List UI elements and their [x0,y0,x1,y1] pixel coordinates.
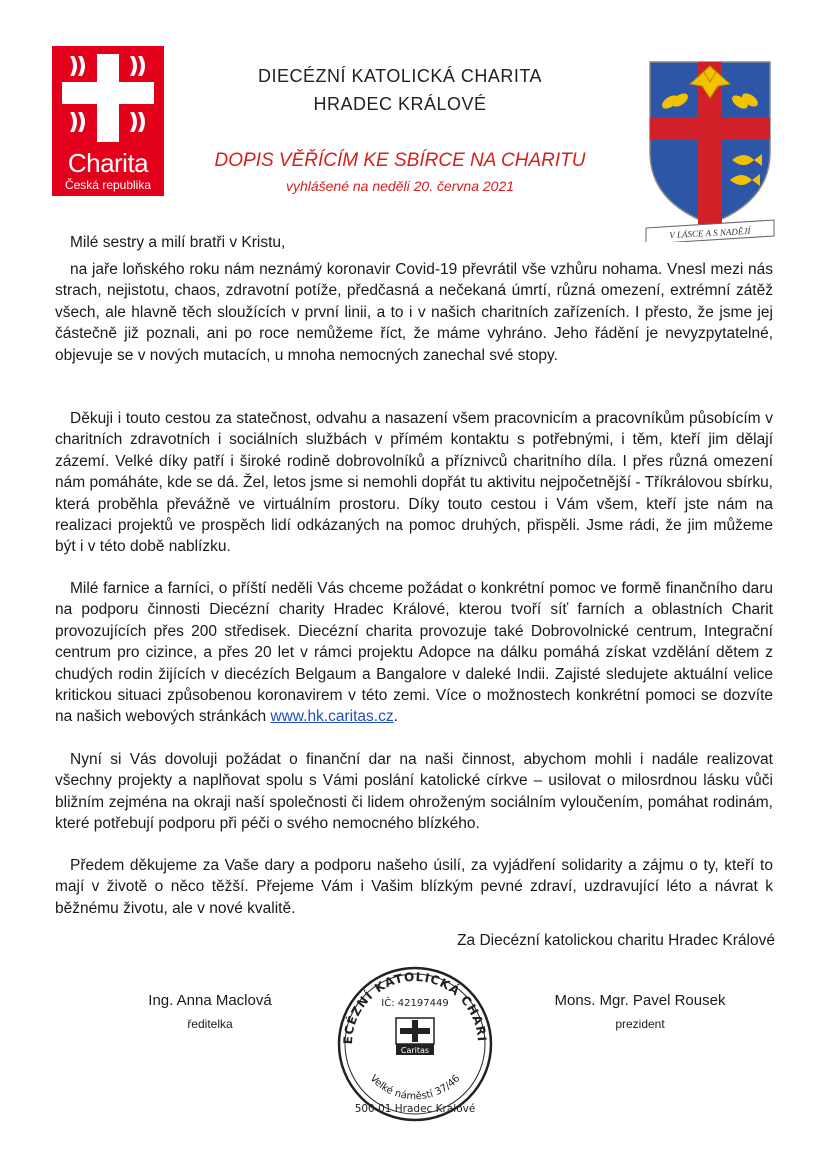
salutation: Milé sestry a milí bratři v Kristu, [70,234,286,251]
paragraph-1: na jaře loňského roku nám neznámý koronavir Covid-19 převrátil vše vzhůru nohama. Vnesl mezi nás strach, nejistotu, chaos, zdravotní potíže, předčasná a nečekaná úmrtí, různá omezení, extrémní zátěž všech, ale hlavně těch sloužících v první linii, a to i v našich charitních zařízeních. I přesto, že jsme jej částečně již poznali, ani po roce nemůžeme říct, že máme vyhráno. Jeho řádění je nevyzpytatelné, objevuje se v nových mutacích, u mnoha nemocných zanechal své stopy. [55,261,773,364]
stamp-badge-text: Caritas [400,1046,430,1055]
paragraph-3-end: . [393,708,398,726]
logo-country: Česká republika [64,178,152,192]
website-link[interactable]: www.hk.caritas.cz [270,708,394,726]
stamp-address2: 500 01 Hradec Králové [354,1103,476,1115]
stamp-top-text: ECÉZNÍ KATOLICKÁ CHARI [340,969,490,1045]
paragraph-3-text: Milé farnice a farníci, o příští neděli Vás chceme požádat o konkrétní pomoc ve formě finančního daru na podporu činnosti Diecézní charity Hradec Králové, kterou tvoří síť farních a oblastních Charit provozujících přes 200 středisek. Diecézní charita provozuje také Dobrovolnické centrum, Integrační centrum pro cizince, a přes 20 let v rámci projektu Adopce na dálku pomáhá získat vzdělání dětem z chudých rodin žijících v diecézích Belgaum a Bangalore v daleké Indii. Zajisté sledujete aktuální velice kritickou situaci způsobenou koronavirem v této zemi. Více o možnostech konkrétní pomoci se dozvíte na našich webových stránkách [55,580,773,726]
paragraph-4: Nyní si Vás dovoluji požádat o finanční dar na naši činnost, abychom mohli i nadále realizovat všechny projekty a naplňovat spolu s Vámi poslání katolické církve – usilovat o milosrdnou lásku vůči bližním zejména na okraji naší společnosti či lidem ohroženým sociálním vyloučením, pomáhat rodinám, které potřebují podporu při péči o svého nemocného blízkého. [55,751,773,833]
signer-right-name: Mons. Mgr. Pavel Rousek [554,992,726,1009]
paragraph-3 [55,578,773,728]
letter-title: DOPIS VĚŘÍCÍM KE SBÍRCE NA CHARITU [214,150,586,171]
signer-right-role: prezident [615,1017,665,1031]
paragraph-2: Děkuji i touto cestou za statečnost, odvahu a nasazení všem pracovnicím a pracovníkům působícím v charitních zdravotních i sociálních službách v přímém kontaktu s potřebnými, i těm, kteří jim dělají zázemí. Velké díky patří i široké rodině dobrovolníků a příznivců charitního díla. I přes různá omezení nám pomáháte, kde se dá. Žel, letos jsme si nemohli dopřát tu aktivitu nejpočetnější - Tříkrálovou sbírku, která proběhla převážně ve virtuálním prostoru. Díky touto cestou i Vám všem, kteří jste nám na realizaci projektů ve prospěch lidí odkázaných na pomoc druhých, přispěli. Jsme rádi, že jim můžeme být i v této době nablízku. [55,410,773,556]
stamp-ic: IČ: 42197449 [381,998,449,1009]
letter-subtitle: vyhlášené na neděli 20. června 2021 [285,178,515,194]
signer-left-name: Ing. Anna Maclová [148,992,272,1009]
charita-cross-icon [52,46,164,150]
svg-text:Velké náměstí 37/46 [368,1073,463,1102]
org-name-line1: DIECÉZNÍ KATOLICKÁ CHARITA [257,66,543,86]
org-name-line2: HRADEC KRÁLOVÉ [313,94,487,114]
diocese-crest [640,52,780,247]
official-stamp [330,962,500,1127]
signature-left [140,992,280,1031]
caritas-badge-icon [396,1018,434,1055]
signature-for-line: Za Diecézní katolickou charitu Hradec Králové [457,932,775,949]
signer-left-role: ředitelka [187,1017,233,1031]
paragraph-5: Předem děkujeme za Vaše dary a podporu našeho úsilí, za vyjádření solidarity a zájmu o ty, kteří to mají v životě o něco těžší. Přejeme Vám i Vašim blízkým pevné zdraví, uzdravující léto a návrat k běžnému životu, ale v nové kvalitě. [55,857,773,917]
stamp-address1: Velké náměstí 37/46 [367,1073,463,1103]
logo-word: Charita [67,148,149,178]
motto-text: V LÁSCE A S NADĚJÍ [669,225,751,241]
signature-right [530,992,750,1031]
charita-logo [52,46,164,196]
